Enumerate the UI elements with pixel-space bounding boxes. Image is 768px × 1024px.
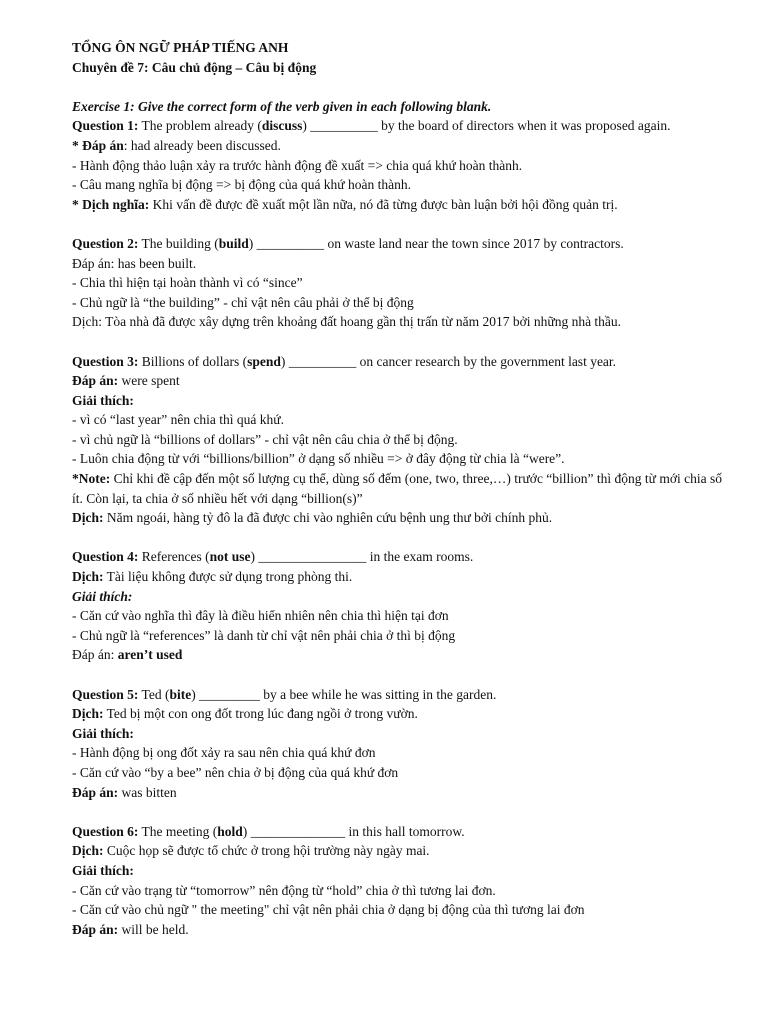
question-2-translation: Dịch: Tòa nhà đã được xây dựng trên khoảng đất hoang gần thị trấn từ năm 2017 bởi những nhà thầu.: [72, 314, 622, 330]
question-5-translation: Dịch: Ted bị một con ong đốt trong lúc đang ngồi ở trong vườn.: [72, 706, 418, 722]
document-page: [72, 38, 722, 939]
question-4-prompt: Question 4: References (not use) ________________ in the exam rooms.: [72, 549, 474, 565]
question-5-answer: Đáp án: was bitten: [72, 784, 177, 800]
question-4-explanation-heading: Giải thích:: [72, 588, 133, 604]
question-1-explanation: - Câu mang nghĩa bị động => bị động của quá khứ hoàn thành.: [72, 177, 411, 193]
question-1-explanation: - Hành động thảo luận xảy ra trước hành động đề xuất => chia quá khứ hoàn thành.: [72, 157, 523, 173]
document-title: TỔNG ÔN NGỮ PHÁP TIẾNG ANH: [72, 40, 289, 55]
question-5-prompt: Question 5: Ted (bite) _________ by a bee while he was sitting in the garden.: [72, 686, 497, 702]
document-subtitle: Chuyên đề 7: Câu chủ động – Câu bị động: [72, 59, 317, 75]
question-4-explanation: - Căn cứ vào nghĩa thì đây là điều hiển nhiên nên chia thì hiện tại đơn: [72, 608, 449, 624]
question-4-explanation: - Chủ ngữ là “references” là danh từ chỉ vật nên phải chia ở thì bị động: [72, 627, 456, 643]
question-6-translation: Dịch: Cuộc họp sẽ được tổ chức ở trong hội trường này ngày mai.: [72, 843, 430, 859]
question-3-translation: Dịch: Năm ngoái, hàng tỷ đô la đã được chi vào nghiên cứu bệnh ung thư bởi chính phủ.: [72, 510, 553, 526]
question-3-note: *Note: Chỉ khi đề cập đến một số lượng cụ thể, dùng số đếm (one, two, three,…) trước “billion” thì động từ mới chia số ít. Còn lại, ta chia ở số nhiều hết với dạng “billion(s)”: [72, 471, 722, 506]
question-6-answer: Đáp án: will be held.: [72, 921, 189, 937]
question-5-explanation: - Căn cứ vào “by a bee” nên chia ở bị động của quá khứ đơn: [72, 764, 399, 780]
question-3-prompt: Question 3: Billions of dollars (spend) __________ on cancer research by the government last year.: [72, 353, 617, 369]
question-1-answer: * Đáp án: had already been discussed.: [72, 137, 281, 153]
question-5-explanation-heading: Giải thích:: [72, 725, 134, 741]
question-2-explanation: - Chủ ngữ là “the building” - chỉ vật nên câu phải ở thể bị động: [72, 294, 414, 310]
question-2-explanation: - Chia thì hiện tại hoàn thành vì có “since”: [72, 275, 303, 291]
question-6-explanation: - Căn cứ vào chủ ngữ " the meeting" chỉ vật nên phải chia ở dạng bị động của thì tương lai đơn: [72, 902, 585, 918]
exercise-heading: Exercise 1: Give the correct form of the verb given in each following blank.: [72, 98, 492, 114]
question-2-prompt: Question 2: The building (build) __________ on waste land near the town since 2017 by contractors.: [72, 235, 624, 251]
question-3-explanation: - Luôn chia động từ với “billions/billion” ở dạng số nhiều => ở đây động từ chia là “were”.: [72, 451, 565, 467]
question-6-prompt: Question 6: The meeting (hold) ______________ in this hall tomorrow.: [72, 823, 465, 839]
question-4-answer: Đáp án: aren’t used: [72, 647, 183, 663]
question-3-explanation: - vì chủ ngữ là “billions of dollars” - chỉ vật nên câu chia ở thể bị động.: [72, 431, 458, 447]
question-4-translation: Dịch: Tài liệu không được sử dụng trong phòng thi.: [72, 569, 353, 585]
question-2-answer: Đáp án: has been built.: [72, 255, 197, 271]
question-3-answer: Đáp án: were spent: [72, 373, 180, 389]
question-3-explanation: - vì có “last year” nên chia thì quá khứ.: [72, 412, 284, 428]
question-5-explanation: - Hành động bị ong đốt xảy ra sau nên chia quá khứ đơn: [72, 745, 376, 761]
question-1-prompt: Question 1: The problem already (discuss) __________ by the board of directors when it was proposed again.: [72, 118, 671, 134]
question-1-translation: * Dịch nghĩa: Khi vấn đề được đề xuất một lần nữa, nó đã từng được bàn luận bởi hội đồng quản trị.: [72, 196, 618, 212]
question-6-explanation: - Căn cứ vào trạng từ “tomorrow” nên động từ “hold” chia ở thì tương lai đơn.: [72, 882, 496, 898]
question-6-explanation-heading: Giải thích:: [72, 862, 134, 878]
question-3-explanation-heading: Giải thích:: [72, 392, 134, 408]
